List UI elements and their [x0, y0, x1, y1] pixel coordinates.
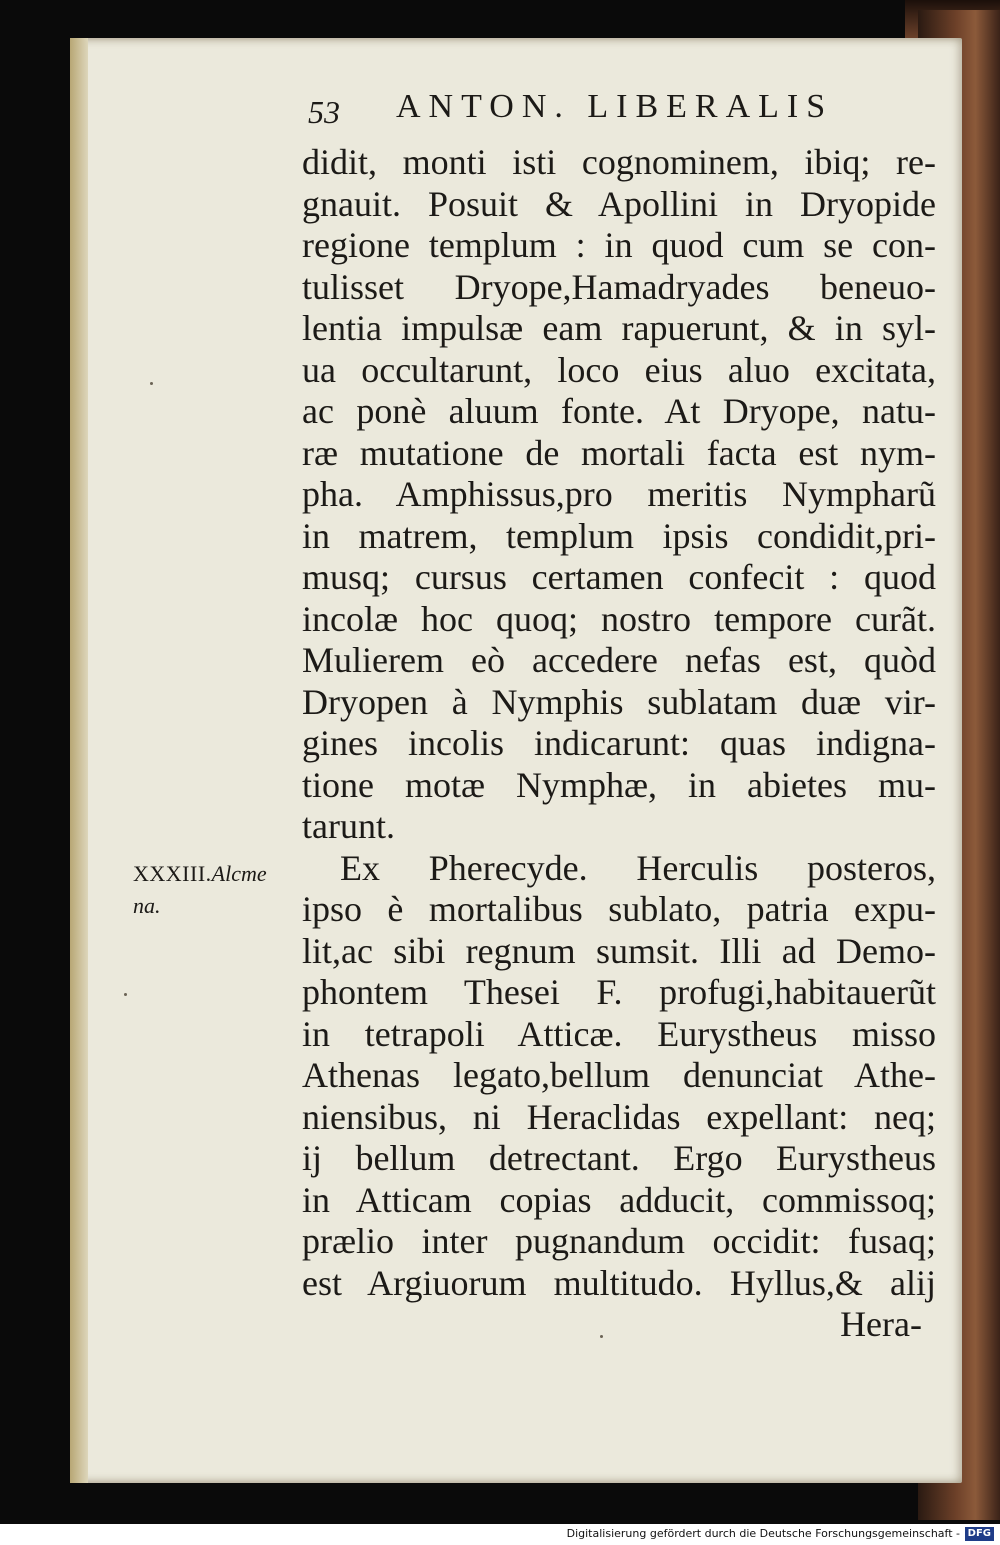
funding-credit: Digitalisierung gefördert durch die Deutsche Forschungsgemeinschaft -: [566, 1527, 960, 1540]
text-line: in Atticam copias adducit, commissoq;: [302, 1179, 936, 1220]
text-line: ua occultarunt, loco eius aluo excitata,: [302, 349, 936, 390]
text-line: phontem Thesei F. profugi,habitauerũt: [302, 972, 936, 1012]
text-line: niensibus, ni Heraclidas expellant: neq;: [302, 1096, 936, 1137]
section-heading-line: Ex Pherecyde. Herculis posteros,: [340, 847, 936, 888]
text-line: incolæ hoc quoq; nostro tempore curãt.: [302, 598, 936, 639]
digitization-footer: [0, 1524, 1000, 1545]
chapter-name-part2: na.: [133, 893, 161, 918]
paper-speck: [124, 993, 127, 996]
text-line: lentia impulsæ eam rapuerunt, & in syl-: [302, 308, 936, 348]
text-line: in matrem, templum ipsis condidit,pri-: [302, 515, 936, 556]
text-line: est Argiuorum multitudo. Hyllus,& alij: [302, 1262, 936, 1303]
text-line: didit, monti isti cognominem, ibiq; re-: [302, 142, 936, 182]
text-line: tione motæ Nymphæ, in abietes mu-: [302, 764, 936, 805]
text-line: tarunt.: [302, 806, 395, 846]
text-line: gines incolis indicarunt: quas indigna-: [302, 723, 936, 763]
running-title: ANTON. LIBERALIS: [396, 88, 834, 125]
marginal-note: [133, 858, 303, 922]
text-line: Athenas legato,bellum denunciat Athe-: [302, 1055, 936, 1095]
body-text: [302, 142, 942, 1346]
text-line: tulisset Dryope,Hamadryades beneuo-: [302, 266, 936, 307]
paper-speck: [150, 382, 153, 385]
running-head: [308, 88, 878, 138]
chapter-number: XXXIII.: [133, 861, 212, 886]
text-line: ræ mutatione de mortali facta est nym-: [302, 432, 936, 473]
text-line: pha. Amphissus,pro meritis Nympharũ: [302, 474, 936, 514]
text-line: musq; cursus certamen confecit : quod: [302, 557, 936, 597]
dfg-logo: DFG: [965, 1527, 994, 1541]
text-line: lit,ac sibi regnum sumsit. Illi ad Demo-: [302, 930, 936, 971]
page-gutter: [70, 38, 88, 1483]
text-line: in tetrapoli Atticæ. Eurystheus misso: [302, 1013, 936, 1054]
text-line: ac ponè aluum fonte. At Dryope, natu-: [302, 391, 936, 431]
text-line: Dryopen à Nymphis sublatam duæ vir-: [302, 681, 936, 722]
text-line: prælio inter pugnandum occidit: fusaq;: [302, 1221, 936, 1261]
text-line: ipso è mortalibus sublato, patria expu-: [302, 889, 936, 929]
text-line: ij bellum detrectant. Ergo Eurystheus: [302, 1138, 936, 1178]
text-line: regione templum : in quod cum se con-: [302, 225, 936, 265]
text-line: Mulierem eò accedere nefas est, quòd: [302, 640, 936, 680]
catchword: Hera-: [840, 1304, 922, 1344]
chapter-name-part1: Alcme: [211, 861, 267, 886]
text-line: gnauit. Posuit & Apollini in Dryopide: [302, 183, 936, 224]
page-number: 53: [308, 94, 340, 130]
